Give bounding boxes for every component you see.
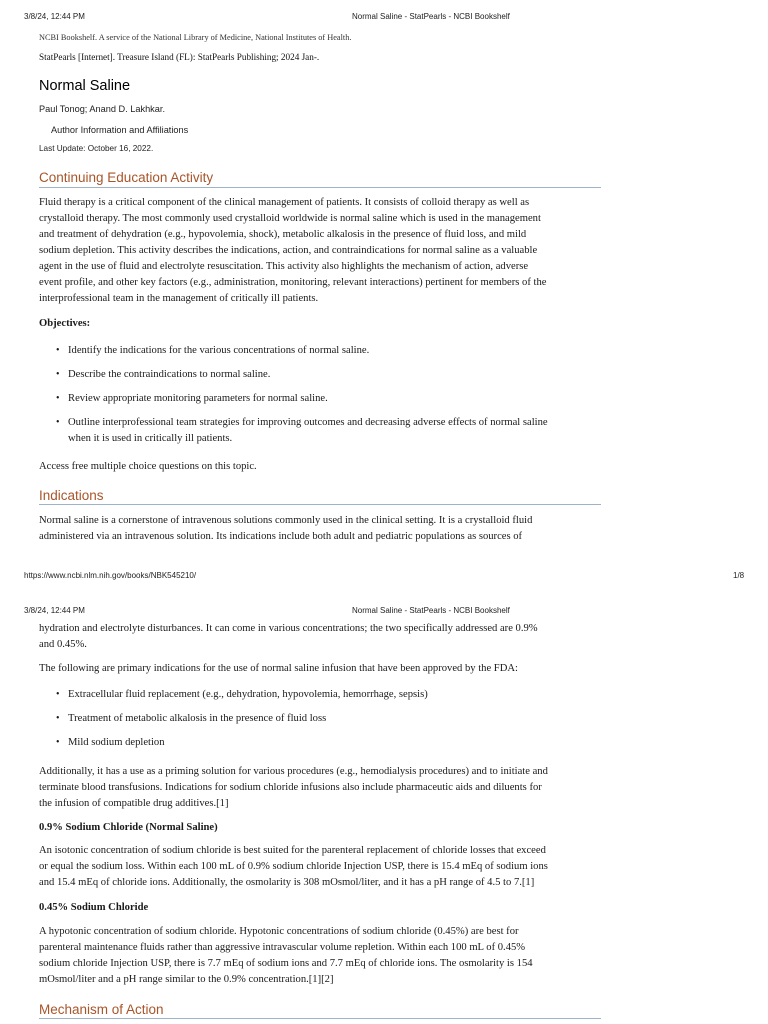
sub-heading-0-45: 0.45% Sodium Chloride xyxy=(39,902,149,913)
cea-heading: Continuing Education Activity xyxy=(39,170,214,185)
authors[interactable]: Paul Tonog; Anand D. Lakhkar. xyxy=(39,104,165,114)
line: and 15.4 mEq of chloride ions. Additionally, the osmolarity is 308 mOsmol/liter, and it has a pH range of 4.5 to 7.[1] xyxy=(39,877,535,888)
line: event profile, and other key factors (e.g., administration, monitoring, relevant interactions) pertinent for members of the xyxy=(39,277,547,288)
indications-paragraph xyxy=(39,513,609,545)
line: mOsmol/liter and a pH range similar to the 0.9% concentration.[1][2] xyxy=(39,974,334,985)
fda-indications-list xyxy=(39,687,609,751)
citation: StatPearls [Internet]. Treasure Island (FL): StatPearls Publishing; 2024 Jan-. xyxy=(39,52,320,62)
objectives-label: Objectives: xyxy=(39,318,91,329)
line: sodium chloride Injection USP, there is 7.7 mEq of sodium ions and 7.7 mEq of chloride ions. The osmolarity is 154 xyxy=(39,958,533,969)
article-title: Normal Saline xyxy=(39,78,131,94)
line: Fluid therapy is a critical component of the clinical management of patients. It consists of colloid therapy as well as xyxy=(39,197,530,208)
line: the infusion of compatible drug additives.[1] xyxy=(39,798,229,809)
objective-item: • Outline interprofessional team strategies for improving outcomes and decreasing adverse effects of normal saline when it is used in critically ill patients. xyxy=(39,415,609,447)
fda-indication-item: • Extracellular fluid replacement (e.g., dehydration, hypovolemia, hemorrhage, sepsis) xyxy=(39,687,609,703)
fda-indication-item: • Treatment of metabolic alkalosis in the presence of fluid loss xyxy=(39,711,609,727)
author-info-link[interactable]: Author Information and Affiliations xyxy=(51,125,189,135)
fda-intro: The following are primary indications for the use of normal saline infusion that have been approved by the FDA: xyxy=(39,663,518,674)
print-page-title: Normal Saline - StatPearls - NCBI Bookshelf xyxy=(352,606,510,615)
last-update: Last Update: October 16, 2022. xyxy=(39,144,154,153)
line: interprofessional team in the management of critically ill patients. xyxy=(39,293,319,304)
cea-heading-rule xyxy=(39,187,601,188)
line: administered via an intravenous solution. Its indications include both adult and pediatric populations as sources of xyxy=(39,531,523,542)
objective-item: • Review appropriate monitoring parameters for normal saline. xyxy=(39,391,609,407)
moa-heading-rule xyxy=(39,1018,601,1019)
line: agent in the use of fluid and electrolyte resuscitation. This activity also highlights the mechanism of action, adverse xyxy=(39,261,529,272)
cea-paragraph xyxy=(39,195,609,307)
sub1-paragraph xyxy=(39,843,609,891)
line: or equal the sodium loss. Within each 100 mL of 0.9% sodium chloride Injection USP, there is 15.4 mEq of sodium ions xyxy=(39,861,548,872)
line: and 0.45%. xyxy=(39,639,87,650)
line: sodium depletion. This activity describes the indications, action, and contraindications for normal saline as a valuable xyxy=(39,245,538,256)
objective-item: • Identify the indications for the various concentrations of normal saline. xyxy=(39,343,609,359)
line: hydration and electrolyte disturbances. It can come in various concentrations; the two specifically addressed are 0.9% xyxy=(39,623,538,634)
print-page-title: Normal Saline - StatPearls - NCBI Bookshelf xyxy=(352,12,510,21)
sub2-paragraph xyxy=(39,924,609,988)
objective-item: • Describe the contraindications to normal saline. xyxy=(39,367,609,383)
indications-heading-rule xyxy=(39,504,601,505)
line: An isotonic concentration of sodium chloride is best suited for the parenteral replacement of chloride losses that exceed xyxy=(39,845,546,856)
line: crystalloid therapy. The most commonly used crystalloid worldwide is normal saline which is used in the management xyxy=(39,213,541,224)
moa-heading: Mechanism of Action xyxy=(39,1002,164,1017)
line: A hypotonic concentration of sodium chloride. Hypotonic concentrations of sodium chloride (0.45%) are best for xyxy=(39,926,519,937)
line: parenteral maintenance fluids rather than aggressive intravascular volume repletion. Within each 100 mL of 0.45% xyxy=(39,942,526,953)
line: Normal saline is a cornerstone of intravenous solutions commonly used in the clinical setting. It is a crystalloid fluid xyxy=(39,515,533,526)
objectives-list xyxy=(39,343,609,447)
continued-paragraph xyxy=(39,621,609,653)
print-datetime: 3/8/24, 12:44 PM xyxy=(24,606,85,615)
bookshelf-note: NCBI Bookshelf. A service of the National Library of Medicine, National Institutes of Health. xyxy=(39,33,352,42)
line: and treatment of dehydration (e.g., hypovolemia, shock), metabolic alkalosis in the presence of fluid loss, and mild xyxy=(39,229,527,240)
line: Additionally, it has a use as a priming solution for various procedures (e.g., hemodialysis procedures) and to initiate and xyxy=(39,766,548,777)
print-datetime: 3/8/24, 12:44 PM xyxy=(24,12,85,21)
indications-heading: Indications xyxy=(39,488,104,503)
line: terminate blood transfusions. Indications for sodium chloride infusions also include pharmaceutic aids and diluents for xyxy=(39,782,542,793)
additional-paragraph xyxy=(39,764,609,812)
access-mcq-link[interactable]: Access free multiple choice questions on this topic. xyxy=(39,461,257,472)
sub-heading-0-9: 0.9% Sodium Chloride (Normal Saline) xyxy=(39,822,218,833)
fda-indication-item: • Mild sodium depletion xyxy=(39,735,609,751)
footer-page-number: 1/8 xyxy=(733,571,745,580)
footer-url[interactable]: https://www.ncbi.nlm.nih.gov/books/NBK545210/ xyxy=(24,571,197,580)
